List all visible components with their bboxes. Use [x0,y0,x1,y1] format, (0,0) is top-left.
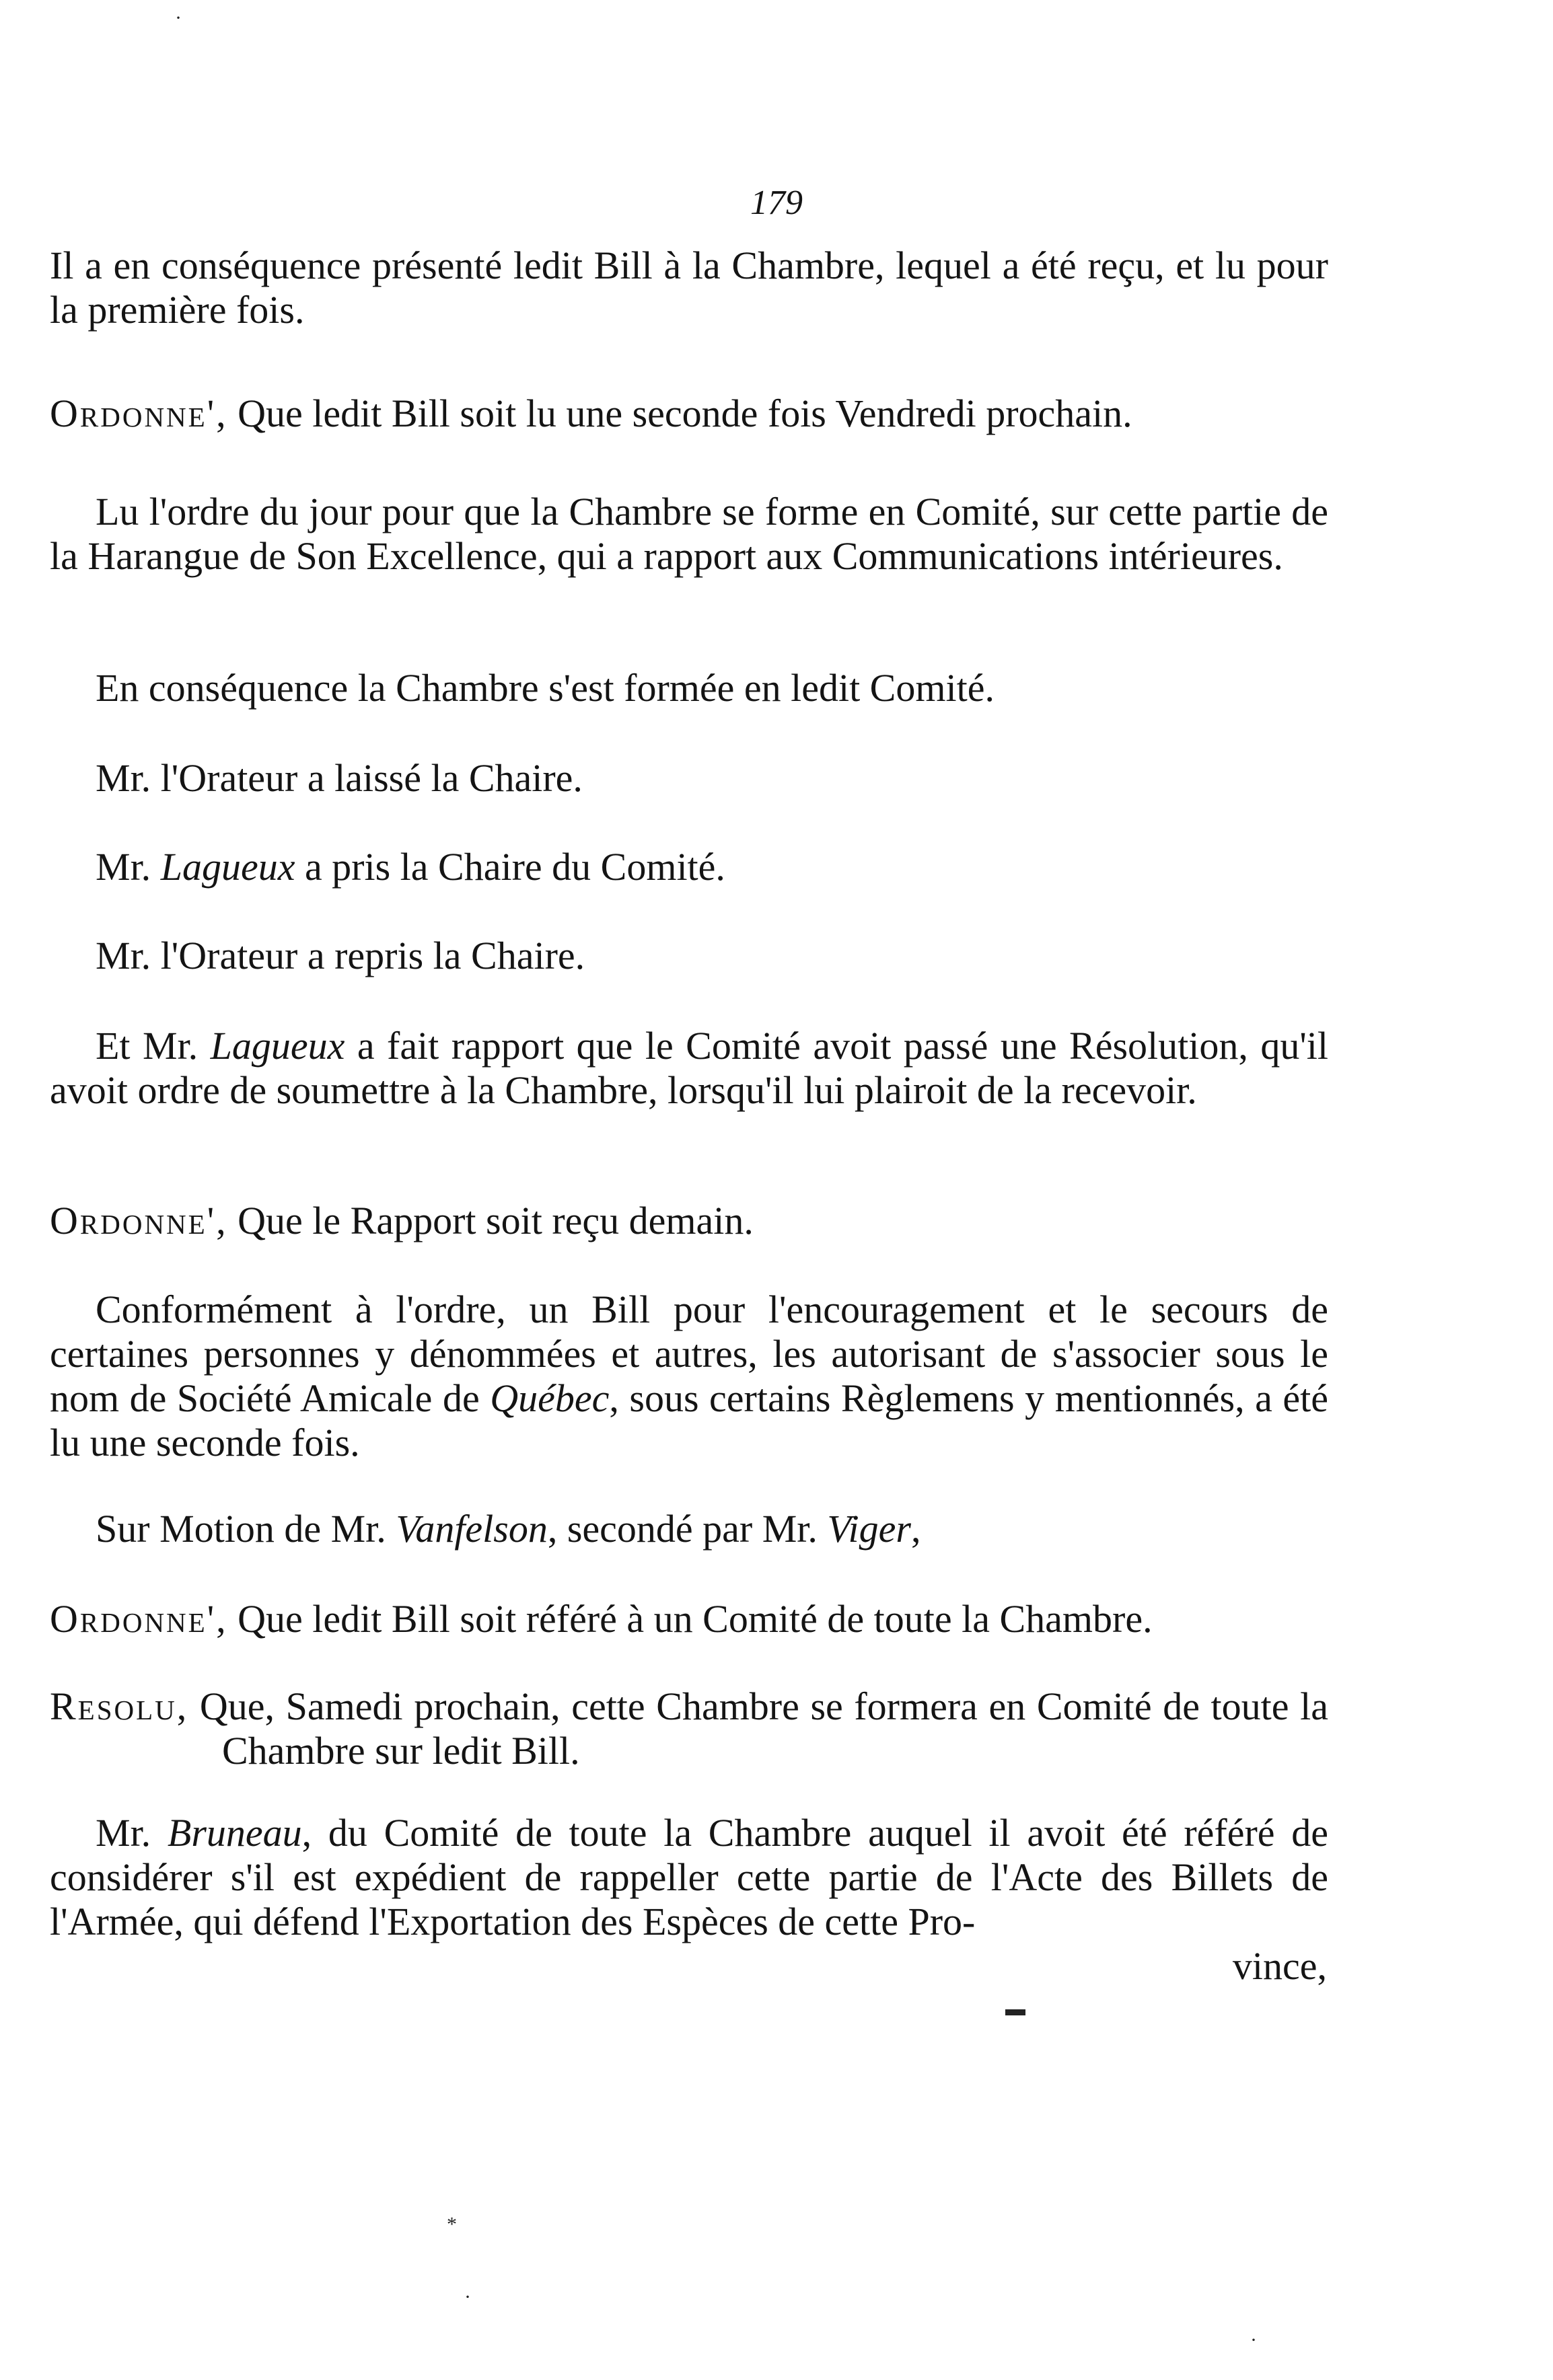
paragraph-bruneau-committee [50,1811,1328,1944]
order-lead: Ordonne', [50,392,228,435]
order-lead: Ordonne', [50,1199,228,1242]
place-name: Québec [490,1376,610,1420]
paragraph-resolved-saturday [50,1684,1328,1773]
paragraph-text-post: , [910,1507,921,1551]
paragraph-lagueux-report [50,1024,1328,1113]
paragraph-text-post: a fait rapport que le Comité avoit passé une Résolution, qu'il avoit ordre de soumettre à la Chambre, lorsqu'il lui plairoit de la recevoir. [50,1024,1328,1112]
paragraph-text-post: , du Comité de toute la Chambre auquel il avoit été référé de considérer s'il est expédient de rappeller cette partie de l'Acte des Billets de l'Armée, qui défend l'Exportation des Espèces de cette Pro- [50,1811,1328,1943]
paragraph-text: Mr. l'Orateur a repris la Chaire. [96,934,585,977]
paragraph-order-of-day [50,490,1328,579]
paragraph-order-referred-committee [50,1597,1328,1641]
member-name: Lagueux [210,1024,345,1068]
paragraph-order-second-reading [50,392,1328,436]
paragraph-text: Mr. l'Orateur a laissé la Chaire. [96,756,583,800]
paragraph-text: Que, Samedi prochain, cette Chambre se formera en Comité de toute la Chambre sur ledit Bill. [188,1684,1328,1773]
ink-speck: ▬ [1005,1998,1025,2020]
ink-speck: · [175,7,182,29]
paragraph-text-pre: Mr. [96,845,161,889]
paragraph-text: Que le Rapport soit reçu demain. [227,1199,754,1242]
paragraph-text-pre: Et Mr. [96,1024,211,1068]
paragraph-lagueux-took-chair [50,845,1328,889]
paragraph-text-post: a pris la Chaire du Comité. [295,845,725,889]
paragraph-text-post: , sous certains Règlemens y mentionnés, a été lu une seconde fois. [50,1376,1328,1464]
member-name: Bruneau [167,1811,302,1855]
paragraph-text: Il a en conséquence présenté ledit Bill à la Chambre, lequel a été reçu, et lu pour la première fois. [50,244,1328,332]
page-number: 179 [750,184,803,222]
paragraph-speaker-resumed-chair [50,934,1328,978]
order-lead: Ordonne', [50,1597,228,1641]
paragraph-text: Que ledit Bill soit lu une seconde fois Vendredi prochain. [227,392,1132,435]
paragraph-bill-presented [50,244,1328,332]
catchword: vince, [1232,1944,1327,1988]
paragraph-societe-amicale-bill [50,1288,1328,1465]
paragraph-text: Lu l'ordre du jour pour que la Chambre se forme en Comité, sur cette partie de la Harangue de Son Excellence, qui a rapport aux Communications intérieures. [50,490,1328,578]
paragraph-text-pre: Conformément à l'ordre, un Bill pour l'encouragement et le secours de certaines personnes y dénommées et autres, les autorisant de s'associer sous le nom de Société Amicale de [50,1288,1328,1420]
paragraph-text: Que ledit Bill soit référé à un Comité de toute la Chambre. [227,1597,1153,1641]
paragraph-motion [50,1507,1328,1551]
member-name-seconder: Viger [827,1507,911,1551]
resolution-lead: Resolu, [50,1684,189,1728]
member-name: Vanfelson [396,1507,548,1551]
paragraph-house-formed-committee [50,666,1328,710]
member-name: Lagueux [160,845,295,889]
paragraph-text: En conséquence la Chambre s'est formée en ledit Comité. [96,666,995,710]
paragraph-text-pre: Sur Motion de Mr. [96,1507,396,1551]
paragraph-text-mid: , secondé par Mr. [547,1507,828,1551]
paragraph-order-report-tomorrow [50,1199,1328,1243]
paragraph-speaker-left-chair [50,756,1328,801]
paragraph-text-pre: Mr. [96,1811,168,1855]
ink-speck: * [447,2213,457,2235]
ink-speck: · [1250,2329,1257,2351]
ink-speck: · [464,2286,471,2308]
